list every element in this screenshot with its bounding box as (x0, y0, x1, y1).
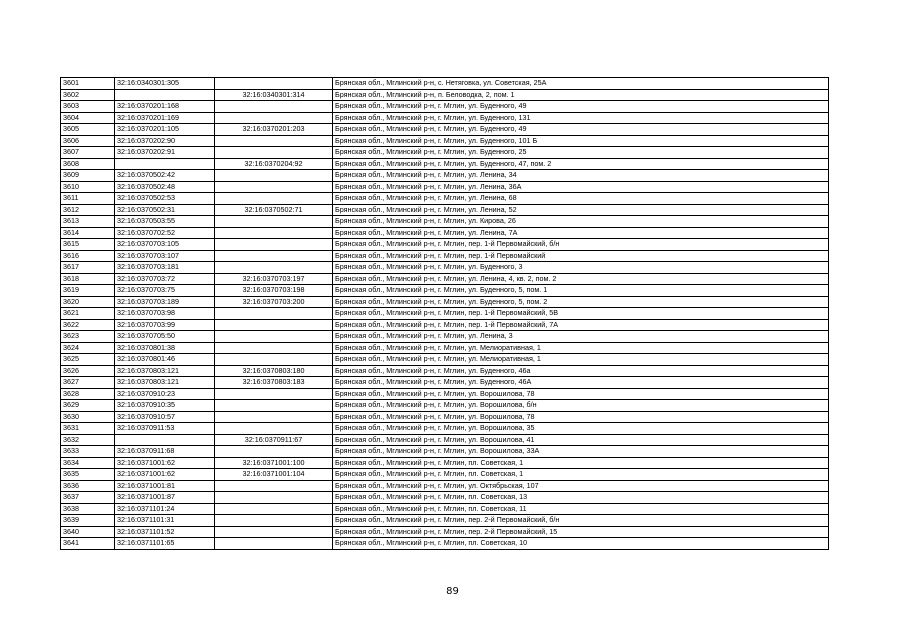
row-number-cell: 3611 (61, 193, 115, 205)
table-row (61, 124, 829, 136)
row-number-cell: 3628 (61, 388, 115, 400)
address-cell: Брянская обл., Мглинский р-н, г. Мглин, ул. Ворошилова, 41 (333, 434, 829, 446)
parent-cadastral-number-cell (215, 480, 333, 492)
address-cell: Брянская обл., Мглинский р-н, г. Мглин, ул. Ленина, 68 (333, 193, 829, 205)
cadastral-number-cell: 32:16:0370703:98 (115, 308, 215, 320)
address-cell: Брянская обл., Мглинский р-н, г. Мглин, ул. Буденного, 25 (333, 147, 829, 159)
cadastral-number-cell: 32:16:0371001:62 (115, 469, 215, 481)
row-number-cell: 3603 (61, 101, 115, 113)
row-number-cell: 3614 (61, 227, 115, 239)
address-cell: Брянская обл., Мглинский р-н, г. Мглин, пл. Советская, 11 (333, 503, 829, 515)
cadastral-number-cell (115, 158, 215, 170)
row-number-cell: 3633 (61, 446, 115, 458)
cadastral-number-cell: 32:16:0370910:57 (115, 411, 215, 423)
address-cell: Брянская обл., Мглинский р-н, г. Мглин, ул. Буденного, 5, пом. 1 (333, 285, 829, 297)
table-row (61, 181, 829, 193)
cadastral-number-cell: 32:16:0370202:90 (115, 135, 215, 147)
row-number-cell: 3616 (61, 250, 115, 262)
parent-cadastral-number-cell (215, 354, 333, 366)
row-number-cell: 3606 (61, 135, 115, 147)
cadastral-number-cell: 32:16:0370911:68 (115, 446, 215, 458)
cadastral-number-cell: 32:16:0371101:52 (115, 526, 215, 538)
address-cell: Брянская обл., Мглинский р-н, г. Мглин, пер. 1-й Первомайский (333, 250, 829, 262)
table-row (61, 469, 829, 481)
row-number-cell: 3607 (61, 147, 115, 159)
address-cell: Брянская обл., Мглинский р-н, г. Мглин, ул. Ворошилова, б/н (333, 400, 829, 412)
address-cell: Брянская обл., Мглинский р-н, г. Мглин, пер. 2-й Первомайский, 15 (333, 526, 829, 538)
address-cell: Брянская обл., Мглинский р-н, г. Мглин, ул. Мелиоративная, 1 (333, 354, 829, 366)
table-row (61, 457, 829, 469)
row-number-cell: 3618 (61, 273, 115, 285)
cadastral-number-cell: 32:16:0370703:99 (115, 319, 215, 331)
parent-cadastral-number-cell (215, 446, 333, 458)
address-cell: Брянская обл., Мглинский р-н, г. Мглин, пер. 2-й Первомайский, б/н (333, 515, 829, 527)
table-row (61, 239, 829, 251)
table-row (61, 193, 829, 205)
cadastral-number-cell: 32:16:0370801:46 (115, 354, 215, 366)
address-cell: Брянская обл., Мглинский р-н, г. Мглин, пер. 1-й Первомайский, 5В (333, 308, 829, 320)
parent-cadastral-number-cell (215, 101, 333, 113)
row-number-cell: 3601 (61, 78, 115, 90)
address-cell: Брянская обл., Мглинский р-н, г. Мглин, ул. Ворошилова, 33А (333, 446, 829, 458)
address-cell: Брянская обл., Мглинский р-н, г. Мглин, ул. Ворошилова, 78 (333, 388, 829, 400)
parent-cadastral-number-cell: 32:16:0370803:183 (215, 377, 333, 389)
row-number-cell: 3617 (61, 262, 115, 274)
row-number-cell: 3605 (61, 124, 115, 136)
row-number-cell: 3626 (61, 365, 115, 377)
cadastral-number-cell: 32:16:0371001:87 (115, 492, 215, 504)
cadastral-number-cell: 32:16:0370803:121 (115, 377, 215, 389)
cadastral-number-cell: 32:16:0370201:169 (115, 112, 215, 124)
row-number-cell: 3635 (61, 469, 115, 481)
table-body (61, 78, 829, 550)
table-row (61, 365, 829, 377)
address-cell: Брянская обл., Мглинский р-н, г. Мглин, ул. Ленина, 3 (333, 331, 829, 343)
address-cell: Брянская обл., Мглинский р-н, г. Мглин, пл. Советская, 1 (333, 469, 829, 481)
table-row (61, 273, 829, 285)
parent-cadastral-number-cell: 32:16:0371001:104 (215, 469, 333, 481)
parent-cadastral-number-cell (215, 262, 333, 274)
parent-cadastral-number-cell (215, 308, 333, 320)
table-row (61, 480, 829, 492)
table-row (61, 262, 829, 274)
cadastral-number-cell (115, 434, 215, 446)
cadastral-number-cell: 32:16:0371101:24 (115, 503, 215, 515)
cadastral-number-cell: 32:16:0370801:38 (115, 342, 215, 354)
row-number-cell: 3620 (61, 296, 115, 308)
row-number-cell: 3641 (61, 538, 115, 550)
parent-cadastral-number-cell (215, 331, 333, 343)
cadastral-number-cell (115, 89, 215, 101)
table-row (61, 319, 829, 331)
table-row (61, 377, 829, 389)
row-number-cell: 3625 (61, 354, 115, 366)
parent-cadastral-number-cell (215, 411, 333, 423)
parent-cadastral-number-cell (215, 147, 333, 159)
parent-cadastral-number-cell (215, 492, 333, 504)
row-number-cell: 3632 (61, 434, 115, 446)
cadastral-number-cell: 32:16:0370702:52 (115, 227, 215, 239)
parent-cadastral-number-cell (215, 538, 333, 550)
row-number-cell: 3630 (61, 411, 115, 423)
row-number-cell: 3608 (61, 158, 115, 170)
address-cell: Брянская обл., Мглинский р-н, г. Мглин, пл. Советская, 13 (333, 492, 829, 504)
cadastral-number-cell: 32:16:0370911:53 (115, 423, 215, 435)
row-number-cell: 3636 (61, 480, 115, 492)
table-row (61, 135, 829, 147)
address-cell: Брянская обл., Мглинский р-н, г. Мглин, ул. Буденного, 3 (333, 262, 829, 274)
cadastral-number-cell: 32:16:0370201:168 (115, 101, 215, 113)
row-number-cell: 3622 (61, 319, 115, 331)
row-number-cell: 3640 (61, 526, 115, 538)
table-row (61, 331, 829, 343)
row-number-cell: 3621 (61, 308, 115, 320)
table-row (61, 400, 829, 412)
table-row (61, 296, 829, 308)
cadastral-number-cell: 32:16:0370910:35 (115, 400, 215, 412)
address-cell: Брянская обл., Мглинский р-н, г. Мглин, ул. Буденного, 49 (333, 101, 829, 113)
row-number-cell: 3637 (61, 492, 115, 504)
address-cell: Брянская обл., Мглинский р-н, г. Мглин, ул. Буденного, 49 (333, 124, 829, 136)
address-cell: Брянская обл., Мглинский р-н, г. Мглин, ул. Мелиоративная, 1 (333, 342, 829, 354)
row-number-cell: 3627 (61, 377, 115, 389)
cadastral-number-cell: 32:16:0370703:72 (115, 273, 215, 285)
parent-cadastral-number-cell (215, 342, 333, 354)
parent-cadastral-number-cell (215, 503, 333, 515)
table-row (61, 250, 829, 262)
table-row (61, 342, 829, 354)
table-row (61, 78, 829, 90)
parent-cadastral-number-cell (215, 181, 333, 193)
cadastral-number-cell: 32:16:0371101:31 (115, 515, 215, 527)
parent-cadastral-number-cell: 32:16:0370803:180 (215, 365, 333, 377)
parent-cadastral-number-cell: 32:16:0340301:314 (215, 89, 333, 101)
address-cell: Брянская обл., Мглинский р-н, г. Мглин, ул. Ленина, 34 (333, 170, 829, 182)
row-number-cell: 3638 (61, 503, 115, 515)
cadastral-number-cell: 32:16:0371001:62 (115, 457, 215, 469)
address-cell: Брянская обл., Мглинский р-н, г. Мглин, ул. Ленина, 52 (333, 204, 829, 216)
parent-cadastral-number-cell (215, 78, 333, 90)
address-cell: Брянская обл., Мглинский р-н, г. Мглин, ул. Кирова, 26 (333, 216, 829, 228)
cadastral-number-cell: 32:16:0370502:31 (115, 204, 215, 216)
table-row (61, 526, 829, 538)
parent-cadastral-number-cell (215, 112, 333, 124)
table-row (61, 354, 829, 366)
address-cell: Брянская обл., Мглинский р-н, г. Мглин, ул. Ленина, 7А (333, 227, 829, 239)
table-row (61, 446, 829, 458)
table-row (61, 285, 829, 297)
table-row (61, 216, 829, 228)
cadastral-number-cell: 32:16:0370703:181 (115, 262, 215, 274)
cadastral-number-cell: 32:16:0340301:305 (115, 78, 215, 90)
parent-cadastral-number-cell: 32:16:0370703:198 (215, 285, 333, 297)
table-row (61, 112, 829, 124)
address-cell: Брянская обл., Мглинский р-н, г. Мглин, ул. Октябрьская, 107 (333, 480, 829, 492)
address-cell: Брянская обл., Мглинский р-н, г. Мглин, ул. Ленина, 36А (333, 181, 829, 193)
row-number-cell: 3619 (61, 285, 115, 297)
address-cell: Брянская обл., Мглинский р-н, г. Мглин, ул. Буденного, 5, пом. 2 (333, 296, 829, 308)
parent-cadastral-number-cell (215, 250, 333, 262)
table-row (61, 308, 829, 320)
parent-cadastral-number-cell: 32:16:0371001:100 (215, 457, 333, 469)
cadastral-number-cell: 32:16:0370202:91 (115, 147, 215, 159)
row-number-cell: 3624 (61, 342, 115, 354)
row-number-cell: 3639 (61, 515, 115, 527)
parent-cadastral-number-cell (215, 170, 333, 182)
row-number-cell: 3604 (61, 112, 115, 124)
cadastral-number-cell: 32:16:0371001:81 (115, 480, 215, 492)
address-cell: Брянская обл., Мглинский р-н, г. Мглин, ул. Буденного, 46а (333, 365, 829, 377)
address-cell: Брянская обл., Мглинский р-н, г. Мглин, ул. Буденного, 46А (333, 377, 829, 389)
table-row (61, 538, 829, 550)
address-cell: Брянская обл., Мглинский р-н, г. Мглин, пл. Советская, 1 (333, 457, 829, 469)
address-cell: Брянская обл., Мглинский р-н, с. Нетяговка, ул. Советская, 25А (333, 78, 829, 90)
table-row (61, 158, 829, 170)
row-number-cell: 3609 (61, 170, 115, 182)
table-row (61, 170, 829, 182)
parent-cadastral-number-cell: 32:16:0370703:197 (215, 273, 333, 285)
parent-cadastral-number-cell (215, 216, 333, 228)
table-row (61, 101, 829, 113)
parent-cadastral-number-cell (215, 423, 333, 435)
table-row (61, 411, 829, 423)
page-number: 89 (446, 586, 459, 597)
row-number-cell: 3602 (61, 89, 115, 101)
cadastral-number-cell: 32:16:0370703:107 (115, 250, 215, 262)
row-number-cell: 3629 (61, 400, 115, 412)
cadastral-number-cell: 32:16:0370502:42 (115, 170, 215, 182)
row-number-cell: 3613 (61, 216, 115, 228)
table-row (61, 388, 829, 400)
table-row (61, 423, 829, 435)
parent-cadastral-number-cell: 32:16:0370502:71 (215, 204, 333, 216)
address-cell: Брянская обл., Мглинский р-н, п. Беловодка, 2, пом. 1 (333, 89, 829, 101)
parent-cadastral-number-cell: 32:16:0370703:200 (215, 296, 333, 308)
parent-cadastral-number-cell (215, 515, 333, 527)
parent-cadastral-number-cell (215, 239, 333, 251)
cadastral-number-cell: 32:16:0370502:53 (115, 193, 215, 205)
parent-cadastral-number-cell: 32:16:0370204:92 (215, 158, 333, 170)
property-table (60, 77, 829, 550)
address-cell: Брянская обл., Мглинский р-н, г. Мглин, ул. Ворошилова, 35 (333, 423, 829, 435)
parent-cadastral-number-cell (215, 400, 333, 412)
address-cell: Брянская обл., Мглинский р-н, г. Мглин, пер. 1-й Первомайский, б/н (333, 239, 829, 251)
row-number-cell: 3623 (61, 331, 115, 343)
address-cell: Брянская обл., Мглинский р-н, г. Мглин, ул. Буденного, 131 (333, 112, 829, 124)
cadastral-number-cell: 32:16:0370201:105 (115, 124, 215, 136)
address-cell: Брянская обл., Мглинский р-н, г. Мглин, ул. Ворошилова, 78 (333, 411, 829, 423)
table-row (61, 89, 829, 101)
parent-cadastral-number-cell (215, 135, 333, 147)
cadastral-number-cell: 32:16:0370910:23 (115, 388, 215, 400)
cadastral-number-cell: 32:16:0370703:75 (115, 285, 215, 297)
table-row (61, 204, 829, 216)
parent-cadastral-number-cell (215, 227, 333, 239)
row-number-cell: 3612 (61, 204, 115, 216)
table-row (61, 503, 829, 515)
parent-cadastral-number-cell (215, 526, 333, 538)
row-number-cell: 3631 (61, 423, 115, 435)
table-row (61, 515, 829, 527)
table-row (61, 147, 829, 159)
cadastral-number-cell: 32:16:0370503:55 (115, 216, 215, 228)
address-cell: Брянская обл., Мглинский р-н, г. Мглин, ул. Буденного, 101 Б (333, 135, 829, 147)
row-number-cell: 3634 (61, 457, 115, 469)
parent-cadastral-number-cell (215, 319, 333, 331)
table-row (61, 434, 829, 446)
address-cell: Брянская обл., Мглинский р-н, г. Мглин, пер. 1-й Первомайский, 7А (333, 319, 829, 331)
parent-cadastral-number-cell (215, 388, 333, 400)
row-number-cell: 3615 (61, 239, 115, 251)
address-cell: Брянская обл., Мглинский р-н, г. Мглин, пл. Советская, 10 (333, 538, 829, 550)
address-cell: Брянская обл., Мглинский р-н, г. Мглин, ул. Буденного, 47, пом. 2 (333, 158, 829, 170)
table-row (61, 492, 829, 504)
cadastral-number-cell: 32:16:0370803:121 (115, 365, 215, 377)
cadastral-number-cell: 32:16:0371101:65 (115, 538, 215, 550)
row-number-cell: 3610 (61, 181, 115, 193)
parent-cadastral-number-cell (215, 193, 333, 205)
cadastral-number-cell: 32:16:0370502:48 (115, 181, 215, 193)
parent-cadastral-number-cell: 32:16:0370201:203 (215, 124, 333, 136)
cadastral-number-cell: 32:16:0370705:50 (115, 331, 215, 343)
cadastral-number-cell: 32:16:0370703:189 (115, 296, 215, 308)
address-cell: Брянская обл., Мглинский р-н, г. Мглин, ул. Ленина, 4, кв. 2, пом. 2 (333, 273, 829, 285)
parent-cadastral-number-cell: 32:16:0370911:67 (215, 434, 333, 446)
cadastral-number-cell: 32:16:0370703:105 (115, 239, 215, 251)
table-row (61, 227, 829, 239)
